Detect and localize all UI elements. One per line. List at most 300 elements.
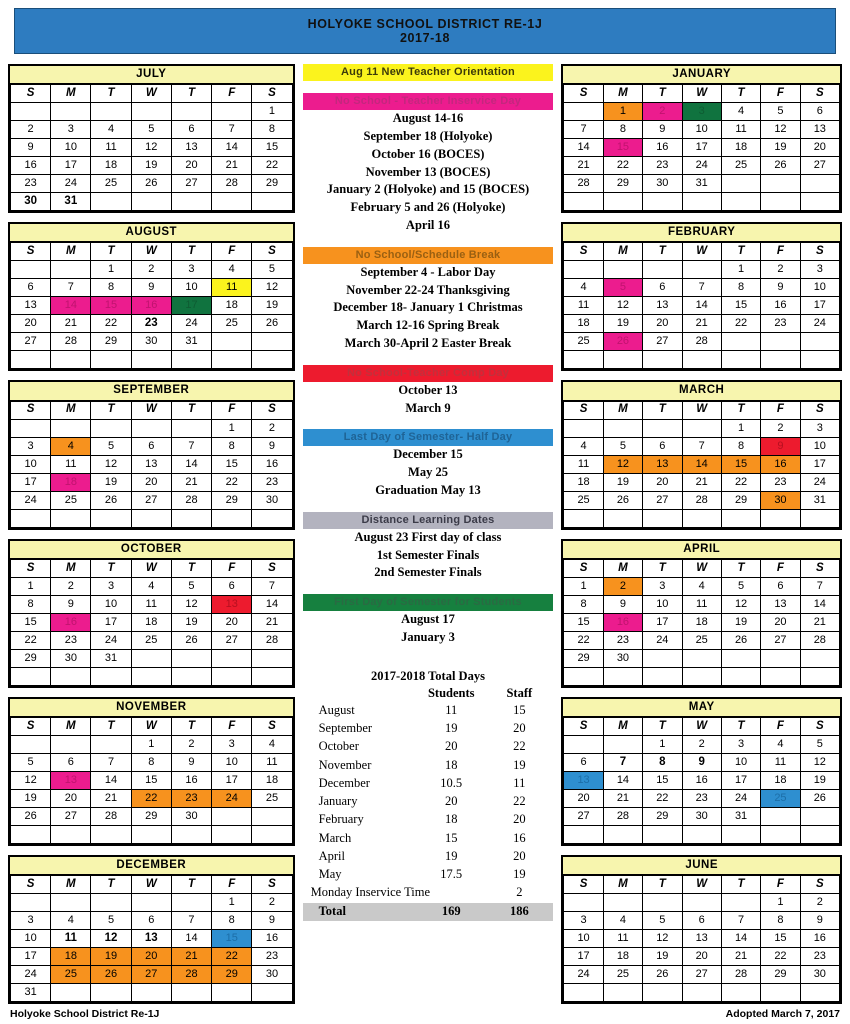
day-cell[interactable]: 11	[212, 279, 252, 297]
day-cell[interactable]: 30	[643, 175, 682, 193]
day-cell[interactable]: 8	[721, 437, 760, 455]
day-cell[interactable]: 4	[51, 912, 91, 930]
day-cell[interactable]: 9	[682, 754, 721, 772]
day-cell[interactable]: 21	[682, 315, 721, 333]
day-cell[interactable]: 19	[761, 139, 800, 157]
day-cell[interactable]: 25	[564, 491, 603, 509]
day-cell[interactable]: 5	[603, 437, 642, 455]
day-cell[interactable]: 30	[11, 193, 51, 211]
day-cell[interactable]: 20	[643, 473, 682, 491]
day-cell[interactable]: 15	[721, 297, 760, 315]
day-cell[interactable]: 27	[800, 157, 839, 175]
day-cell[interactable]: 6	[643, 279, 682, 297]
day-cell[interactable]: 14	[51, 297, 91, 315]
day-cell[interactable]: 25	[51, 491, 91, 509]
day-cell[interactable]: 30	[603, 649, 642, 667]
day-cell[interactable]: 29	[761, 966, 800, 984]
day-cell[interactable]: 8	[11, 595, 51, 613]
day-cell[interactable]: 6	[761, 577, 800, 595]
day-cell[interactable]: 17	[643, 613, 682, 631]
day-cell[interactable]: 24	[800, 315, 839, 333]
day-cell[interactable]: 6	[682, 912, 721, 930]
day-cell[interactable]: 23	[800, 948, 839, 966]
day-cell[interactable]: 21	[603, 790, 642, 808]
day-cell[interactable]: 29	[252, 175, 292, 193]
day-cell[interactable]: 5	[252, 261, 292, 279]
day-cell[interactable]: 3	[721, 736, 760, 754]
day-cell[interactable]: 16	[761, 455, 800, 473]
day-cell[interactable]: 11	[603, 930, 642, 948]
day-cell[interactable]: 12	[603, 455, 642, 473]
day-cell[interactable]: 15	[564, 613, 603, 631]
day-cell[interactable]: 29	[564, 649, 603, 667]
day-cell[interactable]: 21	[564, 157, 603, 175]
day-cell[interactable]: 21	[212, 157, 252, 175]
day-cell[interactable]: 27	[11, 333, 51, 351]
day-cell[interactable]: 12	[171, 595, 211, 613]
day-cell[interactable]: 30	[51, 649, 91, 667]
day-cell[interactable]: 11	[252, 754, 292, 772]
day-cell[interactable]: 3	[564, 912, 603, 930]
day-cell[interactable]: 12	[11, 772, 51, 790]
day-cell[interactable]: 29	[212, 491, 252, 509]
day-cell[interactable]: 20	[212, 613, 252, 631]
day-cell[interactable]: 22	[603, 157, 642, 175]
day-cell[interactable]: 12	[91, 455, 131, 473]
day-cell[interactable]: 15	[11, 613, 51, 631]
day-cell[interactable]: 1	[91, 261, 131, 279]
day-cell[interactable]: 8	[761, 912, 800, 930]
day-cell[interactable]: 3	[91, 577, 131, 595]
day-cell[interactable]: 22	[91, 315, 131, 333]
day-cell[interactable]: 2	[761, 419, 800, 437]
day-cell[interactable]: 2	[800, 894, 839, 912]
day-cell[interactable]: 14	[171, 930, 211, 948]
day-cell[interactable]: 26	[800, 790, 839, 808]
day-cell[interactable]: 26	[603, 333, 642, 351]
day-cell[interactable]: 18	[252, 772, 292, 790]
day-cell[interactable]: 11	[682, 595, 721, 613]
day-cell[interactable]: 21	[171, 948, 211, 966]
day-cell[interactable]: 12	[91, 930, 131, 948]
day-cell[interactable]: 10	[800, 437, 839, 455]
day-cell[interactable]: 20	[51, 790, 91, 808]
day-cell[interactable]: 17	[800, 297, 839, 315]
day-cell[interactable]: 10	[800, 279, 839, 297]
day-cell[interactable]: 16	[252, 455, 292, 473]
day-cell[interactable]: 8	[252, 121, 292, 139]
day-cell[interactable]: 21	[800, 613, 839, 631]
day-cell[interactable]: 5	[171, 577, 211, 595]
day-cell[interactable]: 5	[643, 912, 682, 930]
day-cell[interactable]: 2	[171, 736, 211, 754]
day-cell[interactable]: 25	[212, 315, 252, 333]
day-cell[interactable]: 3	[11, 912, 51, 930]
day-cell[interactable]: 29	[721, 491, 760, 509]
day-cell[interactable]: 31	[721, 808, 760, 826]
day-cell[interactable]: 13	[643, 297, 682, 315]
day-cell[interactable]: 27	[643, 491, 682, 509]
day-cell[interactable]: 1	[603, 103, 642, 121]
day-cell[interactable]: 15	[603, 139, 642, 157]
day-cell[interactable]: 7	[800, 577, 839, 595]
day-cell[interactable]: 19	[11, 790, 51, 808]
day-cell[interactable]: 19	[91, 948, 131, 966]
day-cell[interactable]: 31	[800, 491, 839, 509]
day-cell[interactable]: 14	[682, 297, 721, 315]
day-cell[interactable]: 14	[171, 455, 211, 473]
day-cell[interactable]: 27	[51, 808, 91, 826]
day-cell[interactable]: 16	[800, 930, 839, 948]
day-cell[interactable]: 19	[721, 613, 760, 631]
day-cell[interactable]: 18	[682, 613, 721, 631]
day-cell[interactable]: 13	[564, 772, 603, 790]
day-cell[interactable]: 23	[682, 790, 721, 808]
day-cell[interactable]: 8	[721, 279, 760, 297]
day-cell[interactable]: 13	[171, 139, 211, 157]
day-cell[interactable]: 7	[682, 437, 721, 455]
day-cell[interactable]: 27	[643, 333, 682, 351]
day-cell[interactable]: 14	[800, 595, 839, 613]
day-cell[interactable]: 16	[11, 157, 51, 175]
day-cell[interactable]: 29	[11, 649, 51, 667]
day-cell[interactable]: 10	[11, 455, 51, 473]
day-cell[interactable]: 4	[603, 912, 642, 930]
day-cell[interactable]: 14	[91, 772, 131, 790]
day-cell[interactable]: 11	[91, 139, 131, 157]
day-cell[interactable]: 14	[564, 139, 603, 157]
day-cell[interactable]: 30	[252, 491, 292, 509]
day-cell[interactable]: 16	[603, 613, 642, 631]
day-cell[interactable]: 15	[131, 772, 171, 790]
day-cell[interactable]: 4	[721, 103, 760, 121]
day-cell[interactable]: 8	[212, 437, 252, 455]
day-cell[interactable]: 16	[252, 930, 292, 948]
day-cell[interactable]: 18	[761, 772, 800, 790]
day-cell[interactable]: 18	[721, 139, 760, 157]
day-cell[interactable]: 30	[131, 333, 171, 351]
day-cell[interactable]: 6	[131, 912, 171, 930]
day-cell[interactable]: 5	[11, 754, 51, 772]
day-cell[interactable]: 21	[721, 948, 760, 966]
day-cell[interactable]: 1	[564, 577, 603, 595]
day-cell[interactable]: 9	[800, 912, 839, 930]
day-cell[interactable]: 26	[603, 491, 642, 509]
day-cell[interactable]: 25	[682, 631, 721, 649]
day-cell[interactable]: 9	[761, 437, 800, 455]
day-cell[interactable]: 25	[564, 333, 603, 351]
day-cell[interactable]: 18	[51, 948, 91, 966]
day-cell[interactable]: 2	[603, 577, 642, 595]
day-cell[interactable]: 25	[603, 966, 642, 984]
day-cell[interactable]: 29	[91, 333, 131, 351]
day-cell[interactable]: 8	[131, 754, 171, 772]
day-cell[interactable]: 12	[643, 930, 682, 948]
day-cell[interactable]: 23	[643, 157, 682, 175]
day-cell[interactable]: 17	[682, 139, 721, 157]
day-cell[interactable]: 20	[11, 315, 51, 333]
day-cell[interactable]: 24	[682, 157, 721, 175]
day-cell[interactable]: 5	[131, 121, 171, 139]
day-cell[interactable]: 2	[643, 103, 682, 121]
day-cell[interactable]: 7	[564, 121, 603, 139]
day-cell[interactable]: 31	[51, 193, 91, 211]
day-cell[interactable]: 8	[643, 754, 682, 772]
day-cell[interactable]: 11	[564, 455, 603, 473]
day-cell[interactable]: 24	[721, 790, 760, 808]
day-cell[interactable]: 6	[800, 103, 839, 121]
day-cell[interactable]: 20	[171, 157, 211, 175]
day-cell[interactable]: 10	[51, 139, 91, 157]
day-cell[interactable]: 13	[51, 772, 91, 790]
day-cell[interactable]: 5	[721, 577, 760, 595]
day-cell[interactable]: 10	[682, 121, 721, 139]
day-cell[interactable]: 9	[131, 279, 171, 297]
day-cell[interactable]: 18	[564, 473, 603, 491]
day-cell[interactable]: 23	[252, 948, 292, 966]
day-cell[interactable]: 2	[682, 736, 721, 754]
day-cell[interactable]: 27	[171, 175, 211, 193]
day-cell[interactable]: 8	[564, 595, 603, 613]
day-cell[interactable]: 15	[91, 297, 131, 315]
day-cell[interactable]: 24	[11, 966, 51, 984]
day-cell[interactable]: 7	[721, 912, 760, 930]
day-cell[interactable]: 17	[564, 948, 603, 966]
day-cell[interactable]: 18	[212, 297, 252, 315]
day-cell[interactable]: 5	[603, 279, 642, 297]
day-cell[interactable]: 4	[212, 261, 252, 279]
day-cell[interactable]: 6	[643, 437, 682, 455]
day-cell[interactable]: 1	[721, 419, 760, 437]
day-cell[interactable]: 5	[91, 437, 131, 455]
day-cell[interactable]: 3	[11, 437, 51, 455]
day-cell[interactable]: 1	[761, 894, 800, 912]
day-cell[interactable]: 26	[643, 966, 682, 984]
day-cell[interactable]: 11	[761, 754, 800, 772]
day-cell[interactable]: 19	[643, 948, 682, 966]
day-cell[interactable]: 17	[11, 473, 51, 491]
day-cell[interactable]: 28	[721, 966, 760, 984]
day-cell[interactable]: 2	[51, 577, 91, 595]
day-cell[interactable]: 4	[564, 279, 603, 297]
day-cell[interactable]: 30	[252, 966, 292, 984]
day-cell[interactable]: 11	[51, 455, 91, 473]
day-cell[interactable]: 31	[171, 333, 211, 351]
day-cell[interactable]: 15	[721, 455, 760, 473]
day-cell[interactable]: 21	[252, 613, 292, 631]
day-cell[interactable]: 26	[761, 157, 800, 175]
day-cell[interactable]: 4	[564, 437, 603, 455]
day-cell[interactable]: 27	[212, 631, 252, 649]
day-cell[interactable]: 28	[603, 808, 642, 826]
day-cell[interactable]: 26	[721, 631, 760, 649]
day-cell[interactable]: 11	[51, 930, 91, 948]
day-cell[interactable]: 19	[171, 613, 211, 631]
day-cell[interactable]: 26	[91, 491, 131, 509]
day-cell[interactable]: 28	[91, 808, 131, 826]
day-cell[interactable]: 31	[91, 649, 131, 667]
day-cell[interactable]: 6	[131, 437, 171, 455]
day-cell[interactable]: 18	[51, 473, 91, 491]
day-cell[interactable]: 17	[91, 613, 131, 631]
day-cell[interactable]: 27	[564, 808, 603, 826]
day-cell[interactable]: 4	[252, 736, 292, 754]
day-cell[interactable]: 12	[603, 297, 642, 315]
day-cell[interactable]: 28	[252, 631, 292, 649]
day-cell[interactable]: 2	[252, 419, 292, 437]
day-cell[interactable]: 8	[91, 279, 131, 297]
day-cell[interactable]: 27	[131, 491, 171, 509]
day-cell[interactable]: 29	[131, 808, 171, 826]
day-cell[interactable]: 4	[51, 437, 91, 455]
day-cell[interactable]: 2	[11, 121, 51, 139]
day-cell[interactable]: 7	[603, 754, 642, 772]
day-cell[interactable]: 24	[643, 631, 682, 649]
day-cell[interactable]: 9	[252, 912, 292, 930]
day-cell[interactable]: 4	[131, 577, 171, 595]
day-cell[interactable]: 1	[212, 894, 252, 912]
day-cell[interactable]: 18	[564, 315, 603, 333]
day-cell[interactable]: 20	[131, 948, 171, 966]
day-cell[interactable]: 7	[51, 279, 91, 297]
day-cell[interactable]: 9	[252, 437, 292, 455]
day-cell[interactable]: 1	[643, 736, 682, 754]
day-cell[interactable]: 16	[761, 297, 800, 315]
day-cell[interactable]: 9	[761, 279, 800, 297]
day-cell[interactable]: 20	[682, 948, 721, 966]
day-cell[interactable]: 22	[721, 473, 760, 491]
day-cell[interactable]: 18	[603, 948, 642, 966]
day-cell[interactable]: 23	[252, 473, 292, 491]
day-cell[interactable]: 6	[171, 121, 211, 139]
day-cell[interactable]: 24	[11, 491, 51, 509]
day-cell[interactable]: 7	[252, 577, 292, 595]
day-cell[interactable]: 25	[721, 157, 760, 175]
day-cell[interactable]: 13	[761, 595, 800, 613]
day-cell[interactable]: 10	[564, 930, 603, 948]
day-cell[interactable]: 17	[212, 772, 252, 790]
day-cell[interactable]: 2	[761, 261, 800, 279]
day-cell[interactable]: 13	[131, 455, 171, 473]
day-cell[interactable]: 3	[643, 577, 682, 595]
day-cell[interactable]: 7	[171, 437, 211, 455]
day-cell[interactable]: 28	[171, 491, 211, 509]
day-cell[interactable]: 7	[212, 121, 252, 139]
day-cell[interactable]: 24	[800, 473, 839, 491]
day-cell[interactable]: 3	[212, 736, 252, 754]
day-cell[interactable]: 20	[800, 139, 839, 157]
day-cell[interactable]: 15	[761, 930, 800, 948]
day-cell[interactable]: 25	[252, 790, 292, 808]
day-cell[interactable]: 23	[603, 631, 642, 649]
day-cell[interactable]: 19	[131, 157, 171, 175]
day-cell[interactable]: 14	[682, 455, 721, 473]
day-cell[interactable]: 26	[91, 966, 131, 984]
day-cell[interactable]: 14	[252, 595, 292, 613]
day-cell[interactable]: 22	[212, 948, 252, 966]
day-cell[interactable]: 30	[171, 808, 211, 826]
day-cell[interactable]: 10	[91, 595, 131, 613]
day-cell[interactable]: 20	[761, 613, 800, 631]
day-cell[interactable]: 26	[11, 808, 51, 826]
day-cell[interactable]: 29	[603, 175, 642, 193]
day-cell[interactable]: 14	[721, 930, 760, 948]
day-cell[interactable]: 19	[603, 315, 642, 333]
day-cell[interactable]: 5	[761, 103, 800, 121]
day-cell[interactable]: 9	[51, 595, 91, 613]
day-cell[interactable]: 6	[212, 577, 252, 595]
day-cell[interactable]: 20	[131, 473, 171, 491]
day-cell[interactable]: 30	[761, 491, 800, 509]
day-cell[interactable]: 4	[682, 577, 721, 595]
day-cell[interactable]: 9	[643, 121, 682, 139]
day-cell[interactable]: 10	[171, 279, 211, 297]
day-cell[interactable]: 10	[721, 754, 760, 772]
day-cell[interactable]: 3	[682, 103, 721, 121]
day-cell[interactable]: 4	[91, 121, 131, 139]
day-cell[interactable]: 23	[761, 315, 800, 333]
day-cell[interactable]: 23	[51, 631, 91, 649]
day-cell[interactable]: 9	[171, 754, 211, 772]
day-cell[interactable]: 16	[131, 297, 171, 315]
day-cell[interactable]: 1	[11, 577, 51, 595]
day-cell[interactable]: 22	[761, 948, 800, 966]
day-cell[interactable]: 18	[131, 613, 171, 631]
day-cell[interactable]: 25	[761, 790, 800, 808]
day-cell[interactable]: 9	[11, 139, 51, 157]
day-cell[interactable]: 2	[131, 261, 171, 279]
day-cell[interactable]: 28	[212, 175, 252, 193]
day-cell[interactable]: 20	[564, 790, 603, 808]
day-cell[interactable]: 31	[11, 984, 51, 1002]
day-cell[interactable]: 31	[682, 175, 721, 193]
day-cell[interactable]: 23	[11, 175, 51, 193]
day-cell[interactable]: 24	[564, 966, 603, 984]
day-cell[interactable]: 6	[11, 279, 51, 297]
day-cell[interactable]: 15	[212, 930, 252, 948]
day-cell[interactable]: 28	[800, 631, 839, 649]
day-cell[interactable]: 11	[131, 595, 171, 613]
day-cell[interactable]: 10	[643, 595, 682, 613]
day-cell[interactable]: 6	[51, 754, 91, 772]
day-cell[interactable]: 16	[171, 772, 211, 790]
day-cell[interactable]: 27	[682, 966, 721, 984]
day-cell[interactable]: 23	[131, 315, 171, 333]
day-cell[interactable]: 10	[11, 930, 51, 948]
day-cell[interactable]: 1	[212, 419, 252, 437]
day-cell[interactable]: 13	[643, 455, 682, 473]
day-cell[interactable]: 18	[91, 157, 131, 175]
day-cell[interactable]: 16	[51, 613, 91, 631]
day-cell[interactable]: 14	[603, 772, 642, 790]
day-cell[interactable]: 15	[643, 772, 682, 790]
day-cell[interactable]: 30	[682, 808, 721, 826]
day-cell[interactable]: 19	[800, 772, 839, 790]
day-cell[interactable]: 11	[721, 121, 760, 139]
day-cell[interactable]: 13	[11, 297, 51, 315]
day-cell[interactable]: 23	[171, 790, 211, 808]
day-cell[interactable]: 22	[212, 473, 252, 491]
day-cell[interactable]: 28	[682, 491, 721, 509]
day-cell[interactable]: 10	[212, 754, 252, 772]
day-cell[interactable]: 25	[51, 966, 91, 984]
day-cell[interactable]: 29	[212, 966, 252, 984]
day-cell[interactable]: 7	[682, 279, 721, 297]
day-cell[interactable]: 28	[564, 175, 603, 193]
day-cell[interactable]: 26	[171, 631, 211, 649]
day-cell[interactable]: 17	[51, 157, 91, 175]
day-cell[interactable]: 22	[11, 631, 51, 649]
